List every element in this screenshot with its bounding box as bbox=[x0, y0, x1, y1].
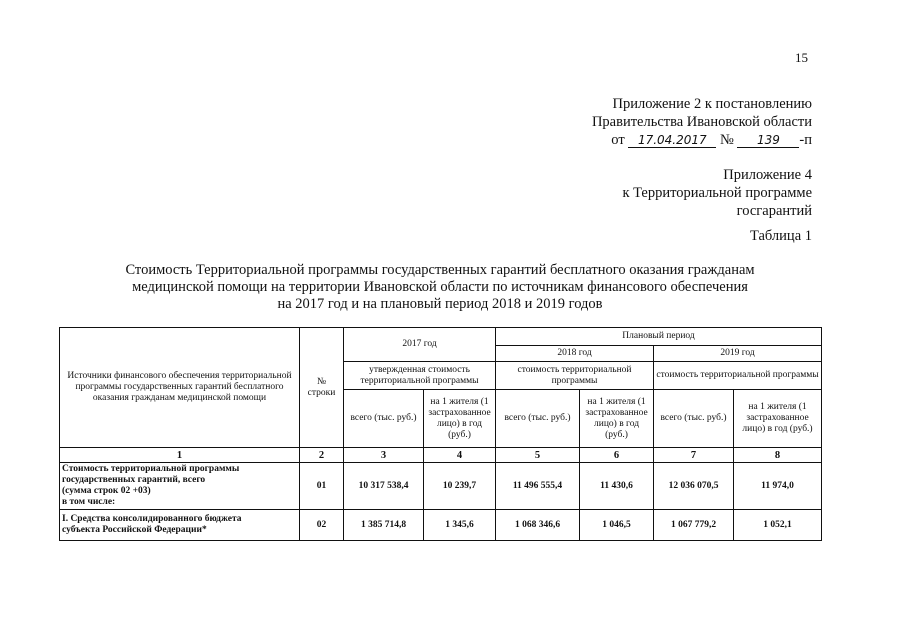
cell-2018-per-capita: 11 430,6 bbox=[580, 463, 654, 510]
cell-2017-per-capita: 10 239,7 bbox=[424, 463, 496, 510]
row-name bbox=[60, 510, 300, 541]
cell-2018-total: 1 068 346,6 bbox=[496, 510, 580, 541]
appendix-4-line-3: госгарантий bbox=[736, 203, 812, 219]
cell-2018-total: 11 496 555,4 bbox=[496, 463, 580, 510]
header-approved-cost: утвержденная стоимость территориальной программы bbox=[344, 362, 496, 390]
row-name-line: Стоимость территориальной программы bbox=[62, 464, 240, 474]
row-name-line: I. Средства консолидированного бюджета bbox=[62, 514, 242, 524]
header-per-capita-2017: на 1 жителя (1 застрахованное лицо) в год (руб.) bbox=[424, 390, 496, 448]
decree-number: 139 bbox=[737, 133, 799, 148]
column-index: 1 bbox=[60, 448, 300, 463]
header-per-capita-2019: на 1 жителя (1 застрахованное лицо) в год (руб.) bbox=[734, 390, 822, 448]
appendix-4-line-1: Приложение 4 bbox=[723, 167, 812, 183]
appendix-4-block bbox=[622, 166, 812, 220]
header-total-2019: всего (тыс. руб.) bbox=[654, 390, 734, 448]
title-line-3: на 2017 год и на плановый период 2018 и 2019 годов bbox=[277, 296, 603, 312]
header-row-number-word: строки bbox=[307, 387, 336, 398]
column-index-row bbox=[60, 448, 822, 463]
cell-2019-total: 1 067 779,2 bbox=[654, 510, 734, 541]
table-label: Таблица 1 bbox=[749, 228, 812, 244]
row-number: 01 bbox=[300, 463, 344, 510]
cell-2019-per-capita: 11 974,0 bbox=[734, 463, 822, 510]
document-title bbox=[60, 262, 820, 313]
decree-date-number bbox=[592, 131, 812, 149]
appendix-2-line-2: Правительства Ивановской области bbox=[591, 114, 812, 130]
number-prefix: № bbox=[719, 132, 734, 148]
row-number: 02 bbox=[300, 510, 344, 541]
header-cost-2019: стоимость территориальной программы bbox=[654, 362, 822, 390]
header-planned-period: Плановый период bbox=[496, 328, 822, 346]
cell-2019-per-capita: 1 052,1 bbox=[734, 510, 822, 541]
number-suffix: -п bbox=[799, 132, 812, 148]
column-index: 6 bbox=[580, 448, 654, 463]
decree-date: 17.04.2017 bbox=[628, 133, 716, 148]
cell-2017-per-capita: 1 345,6 bbox=[424, 510, 496, 541]
header-year-2017: 2017 год bbox=[344, 328, 496, 362]
header-year-2019: 2019 год bbox=[654, 346, 822, 362]
title-line-1: Стоимость Территориальной программы государственных гарантий бесплатного оказания гражданам bbox=[125, 262, 755, 278]
row-name-line: (сумма строк 02 +03) bbox=[62, 486, 151, 496]
date-prefix: от bbox=[611, 132, 625, 148]
appendix-2-block bbox=[592, 95, 812, 149]
row-name-line: в том числе: bbox=[62, 497, 116, 507]
header-sources: Источники финансового обеспечения территориальной программы государственных гарантий бесплатного оказания гражданам медицинской помощи bbox=[60, 328, 300, 448]
page-number: 15 bbox=[795, 50, 808, 65]
header-year-2018: 2018 год bbox=[496, 346, 654, 362]
table-row bbox=[60, 463, 822, 510]
column-index: 8 bbox=[734, 448, 822, 463]
header-total-2018: всего (тыс. руб.) bbox=[496, 390, 580, 448]
cell-2018-per-capita: 1 046,5 bbox=[580, 510, 654, 541]
appendix-2-line-1: Приложение 2 к постановлению bbox=[612, 96, 812, 112]
row-name bbox=[60, 463, 300, 510]
table-row bbox=[60, 510, 822, 541]
row-name-line: государственных гарантий, всего bbox=[62, 475, 206, 485]
column-index: 7 bbox=[654, 448, 734, 463]
column-index: 5 bbox=[496, 448, 580, 463]
header-row-number bbox=[300, 328, 344, 448]
header-row-number-sign: № bbox=[316, 376, 327, 387]
column-index: 3 bbox=[344, 448, 424, 463]
appendix-4-line-2: к Территориальной программе bbox=[622, 185, 812, 201]
header-per-capita-2018: на 1 жителя (1 застрахованное лицо) в год (руб.) bbox=[580, 390, 654, 448]
cell-2017-total: 10 317 538,4 bbox=[344, 463, 424, 510]
column-index: 4 bbox=[424, 448, 496, 463]
row-name-line: субъекта Российской Федерации* bbox=[62, 525, 207, 535]
cost-table bbox=[59, 327, 822, 541]
header-cost-2018: стоимость территориальной программы bbox=[496, 362, 654, 390]
cell-2017-total: 1 385 714,8 bbox=[344, 510, 424, 541]
title-line-2: медицинской помощи на территории Ивановской области по источникам финансового обеспечения bbox=[132, 279, 748, 295]
cell-2019-total: 12 036 070,5 bbox=[654, 463, 734, 510]
column-index: 2 bbox=[300, 448, 344, 463]
header-total-2017: всего (тыс. руб.) bbox=[344, 390, 424, 448]
